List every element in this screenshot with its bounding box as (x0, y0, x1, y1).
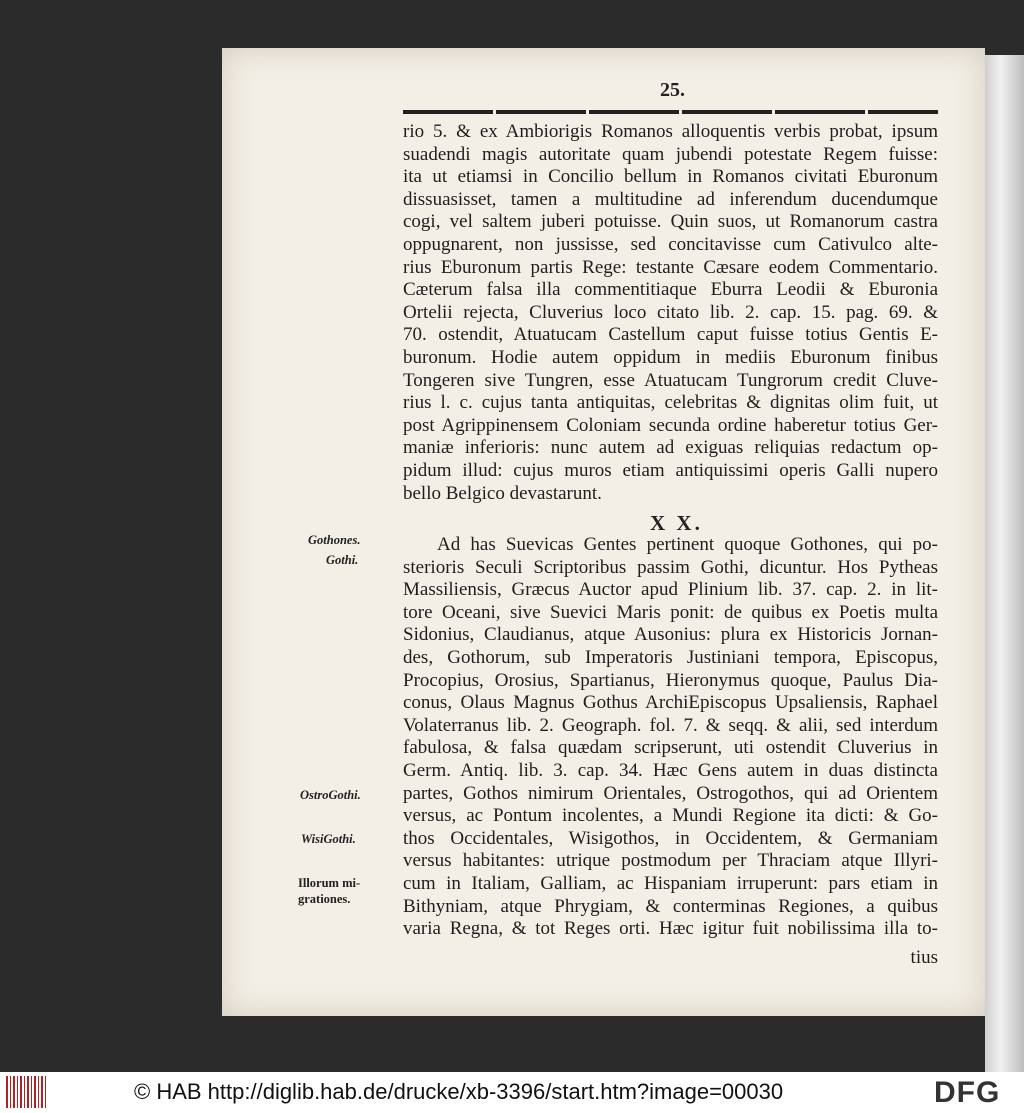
main-text-top (403, 121, 938, 505)
text-line: Massiliensis, Græcus Auctor apud Plinium lib. 37. cap. 2. in lit- (403, 579, 938, 601)
text-line: 70. ostendit, Atuatucam Castellum caput fuisse totius Gentis E- (403, 324, 938, 346)
text-line: buronum. Hodie autem oppidum in mediis Eburonum finibus (403, 346, 938, 368)
text-line: thos Occidentales, Wisigothos, in Occidentem, & Germaniam (403, 827, 938, 849)
text-line: fabulosa, & falsa quædam scripserunt, uti ostendit Cluverius in (403, 737, 938, 759)
text-line: Procopius, Orosius, Spartianus, Hieronymus quoque, Paulus Dia- (403, 669, 938, 691)
main-text-section (403, 534, 938, 941)
margin-note-migrationes-2: grationes. (298, 892, 351, 906)
barcode-icon (6, 1076, 46, 1108)
text-line: tore Oceani, sive Suevici Maris ponit: de quibus ex Poetis multa (403, 601, 938, 623)
text-line: post Agrippinensem Coloniam secunda ordine haberetur totius Ger- (403, 414, 938, 436)
text-line: des, Gothorum, sub Imperatoris Justiniani tempora, Episcopus, (403, 646, 938, 668)
text-line: rio 5. & ex Ambiorigis Romanos alloquentis verbis probat, ipsum (403, 121, 938, 142)
dfg-logo: DFG (934, 1076, 1001, 1109)
text-line: Germ. Antiq. lib. 3. cap. 34. Hæc Gens autem in duas distincta (403, 759, 938, 781)
text-line: ita ut etiamsi in Concilio bellum in Romanos civitati Eburonum (403, 166, 938, 188)
text-line: Bithyniam, atque Phrygiam, & conterminas Regiones, a quibus (403, 895, 938, 917)
footer-credit-link[interactable]: © HAB http://diglib.hab.de/drucke/xb-3396/start.htm?image=00030 (134, 1079, 784, 1104)
text-line: oppugnarent, non jussisse, sed concitavisse cum Cativulco alte- (403, 233, 938, 255)
text-line: Ad has Suevicas Gentes pertinent quoque Gothones, qui po- (437, 534, 938, 555)
text-line: maniæ inferioris: nunc autem ad exiguas reliquias redactum op- (403, 437, 938, 459)
text-line: Sidonius, Claudianus, atque Ausonius: plura ex Historicis Jornan- (403, 624, 938, 646)
header-rule (403, 110, 938, 114)
text-line: suadendi magis autoritate quam jubendi potestate Regem fuisse: (403, 143, 938, 165)
text-line: Volaterranus lib. 2. Geograph. fol. 7. & seqq. & alii, sed interdum (403, 714, 938, 736)
margin-note-gothones: Gothones. (308, 533, 361, 547)
text-line: rius l. c. cujus tanta antiquitas, celebritas & dignitas olim fuit, ut (403, 392, 938, 414)
section-heading: X X. (650, 511, 703, 535)
margin-note-ostrogothi: OstroGothi. (300, 788, 361, 802)
margin-note-migrationes-1: Illorum mi- (298, 876, 361, 890)
text-line: Tongeren sive Tungren, esse Atuatucam Tungrorum credit Cluve- (403, 369, 938, 391)
margin-note-gothi: Gothi. (326, 553, 359, 567)
text-line: versus, ac Pontum incolentes, a Mundi Regione ita dicti: & Go- (403, 805, 938, 827)
text-line: sterioris Seculi Scriptoribus passim Gothi, dicuntur. Hos Pytheas (403, 556, 938, 578)
text-line: Ortelii rejecta, Cluverius loco citato lib. 2. cap. 15. pag. 69. & (403, 301, 938, 323)
text-line: cogi, vel saltem juberi potuisse. Quin suos, ut Romanorum castra (403, 211, 938, 233)
text-line: versus habitantes: utrique postmodum per Thraciam atque Illyri- (403, 850, 938, 872)
text-line: partes, Gothos nimirum Orientales, Ostrogothos, qui ad Orientem (403, 782, 938, 804)
text-line: conus, Olaus Magnus Gothus ArchiEpiscopus Upsaliensis, Raphael (403, 692, 938, 714)
facing-page-edge (985, 55, 1024, 1072)
text-line: cum in Italiam, Galliam, ac Hispaniam irruperunt: pars etiam in (403, 872, 938, 894)
page-number: 25. (660, 79, 685, 101)
text-line: bello Belgico devastarunt. (403, 482, 602, 504)
text-line: varia Regna, & tot Reges orti. Hæc igitur fuit nobilissima illa to- (403, 918, 938, 940)
text-line: pidum illud: cujus muros etiam antiquissimi operis Galli nupero (403, 459, 938, 481)
text-line: Cæterum falsa illa commentitiaque Eburra Leodii & Eburonia (403, 279, 938, 301)
text-line: dissuasisset, tamen a multitudine ad inferendum ducendumque (403, 188, 938, 210)
catchword: tius (910, 947, 938, 968)
text-line: rius Eburonum partis Rege: testante Cæsare eodem Commentario. (403, 256, 938, 278)
catchword-row (403, 947, 938, 970)
margin-note-wisigothi: WisiGothi. (301, 832, 356, 846)
